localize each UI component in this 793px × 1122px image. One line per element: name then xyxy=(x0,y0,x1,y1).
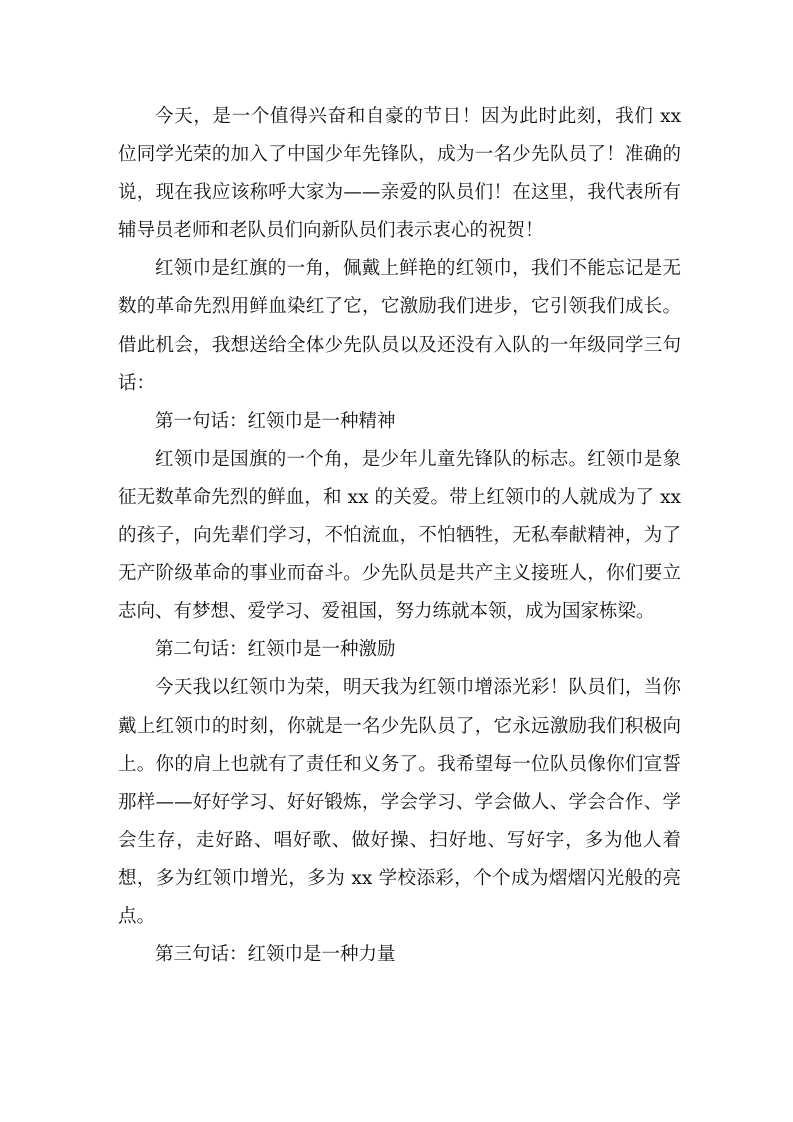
document-body xyxy=(118,98,681,974)
paragraph-red-scarf-intro: 红领巾是红旗的一角，佩戴上鲜艳的红领巾，我们不能忘记是无数的革命先烈用鲜血染红了它，它激励我们进步，它引领我们成长。借此机会，我想送给全体少先队员以及还没有入队的一年级同学三句话： xyxy=(118,258,681,394)
paragraph-spirit: 红领巾是国旗的一个角，是少年儿童先锋队的标志。红领巾是象征无数革命先烈的鲜血，和 xx 的关爱。带上红领巾的人就成为了 xx 的孩子，向先辈们学习，不怕流血，不怕牺牲，无私奉献精神，为了无产阶级革命的事业而奋斗。少先队员是共产主义接班人，你们要立志向、有梦想、爱学习、爱祖国，努力练就本领，成为国家栋梁。 xyxy=(118,448,681,623)
paragraph-celebration: 今天，是一个值得兴奋和自豪的节日！因为此时此刻，我们 xx 位同学光荣的加入了中国少年先锋队，成为一名少先队员了！准确的说，现在我应该称呼大家为——亲爱的队员们！在这里，我代表所有辅导员老师和老队员们向新队员们表示衷心的祝贺！ xyxy=(118,106,681,242)
heading-third-sentence: 第三句话：红领巾是一种力量 xyxy=(155,944,396,966)
paragraph-encouragement: 今天我以红领巾为荣，明天我为红领巾增添光彩！队员们，当你戴上红领巾的时刻，你就是一名少先队员了，它永远激励我们积极向上。你的肩上也就有了责任和义务了。我希望每一位队员像你们宣誓那样——好好学习、好好锻炼，学会学习、学会做人、学会合作、学会生存，走好路、唱好歌、做好操、扫好地、写好字，多为他人着想，多为红领巾增光，多为 xx 学校添彩，个个成为熠熠闪光般的亮点。 xyxy=(118,677,681,927)
heading-first-sentence: 第一句话：红领巾是一种精神 xyxy=(155,410,396,432)
heading-second-sentence: 第二句话：红领巾是一种激励 xyxy=(155,639,396,661)
